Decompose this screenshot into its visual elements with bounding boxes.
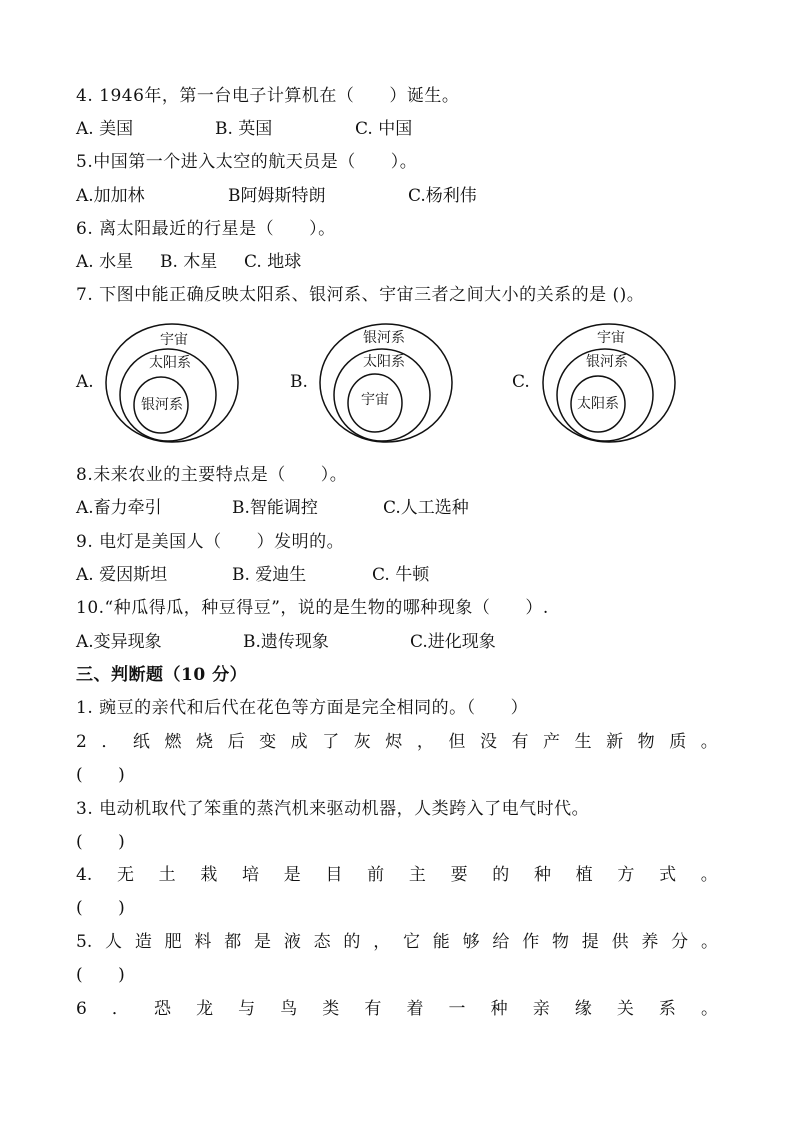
diagram-c-outer-label: 宇宙 [597, 330, 625, 346]
tf-item-4: 4. 无 土 栽 培 是 目 前 主 要 的 种 植 方 式 。 [76, 865, 718, 885]
question-5-stem: 5.中国第一个进入太空的航天员是（ ）。 [76, 152, 418, 172]
tf-item-1: 1. 豌豆的亲代和后代在花色等方面是完全相同的。（ ） [76, 698, 529, 718]
diagram-a-letter: A. [76, 372, 94, 392]
q5-option-a: A.加加林 [76, 186, 145, 206]
question-7-stem: 7. 下图中能正确反映太阳系、银河系、宇宙三者之间大小的关系的是 ()。 [76, 285, 645, 305]
diagram-c-inner-label: 太阳系 [577, 396, 619, 412]
tf-item-2-bracket: ( ) [76, 765, 126, 785]
q8-option-c: C.人工选种 [383, 498, 469, 518]
q6-option-b: B. 木星 [160, 252, 218, 272]
diagram-c-letter: C. [512, 372, 530, 392]
tf-item-3-bracket: ( ) [76, 832, 126, 852]
q9-option-c: C. 牛顿 [372, 565, 430, 585]
diagram-b-middle-label: 太阳系 [363, 354, 405, 370]
section-3-title: 三、判断题（10 分） [76, 665, 248, 685]
question-6-stem: 6. 离太阳最近的行星是（ ）。 [76, 219, 336, 239]
tf-item-3: 3. 电动机取代了笨重的蒸汽机来驱动机器，人类跨入了电气时代。 [76, 799, 590, 819]
q10-option-a: A.变异现象 [76, 632, 162, 652]
question-9-stem: 9. 电灯是美国人（ ）发明的。 [76, 532, 345, 552]
diagram-a-middle-label: 太阳系 [149, 355, 191, 371]
tf-item-5: 5. 人 造 肥 料 都 是 液 态 的 ， 它 能 够 给 作 物 提 供 养 分 。 [76, 932, 718, 952]
diagram-a [104, 322, 244, 446]
diagram-b [318, 322, 458, 446]
diagram-c [541, 322, 681, 446]
q4-option-a: A. 美国 [76, 119, 134, 139]
diagram-c-middle-label: 银河系 [586, 354, 628, 370]
question-10-stem: 10.“种瓜得瓜，种豆得豆”，说的是生物的哪种现象（ ）. [76, 598, 549, 618]
q9-option-b: B. 爱迪生 [232, 565, 307, 585]
q5-option-b: B阿姆斯特朗 [228, 186, 326, 206]
tf-item-4-bracket: ( ) [76, 898, 126, 918]
diagram-a-outer-label: 宇宙 [160, 332, 188, 348]
tf-item-5-bracket: ( ) [76, 965, 126, 985]
q6-option-c: C. 地球 [244, 252, 302, 272]
q5-option-c: C.杨利伟 [408, 186, 477, 206]
q8-option-a: A.畜力牵引 [76, 498, 162, 518]
diagram-b-inner-label: 宇宙 [361, 392, 389, 408]
q4-option-c: C. 中国 [355, 119, 413, 139]
q9-option-a: A. 爱因斯坦 [76, 565, 168, 585]
diagram-b-letter: B. [290, 372, 308, 392]
tf-item-2: 2 ． 纸 燃 烧 后 变 成 了 灰 烬 ， 但 没 有 产 生 新 物 质 。 [76, 732, 718, 752]
question-4-stem: 4. 1946年，第一台电子计算机在（ ）诞生。 [76, 86, 460, 106]
diagram-a-inner-label: 银河系 [141, 397, 183, 413]
q10-option-c: C.进化现象 [410, 632, 496, 652]
q10-option-b: B.遗传现象 [243, 632, 329, 652]
tf-item-6: 6 ． 恐 龙 与 鸟 类 有 着 一 种 亲 缘 关 系 。 [76, 999, 718, 1019]
q4-option-b: B. 英国 [215, 119, 273, 139]
diagram-b-outer-label: 银河系 [363, 330, 405, 346]
q8-option-b: B.智能调控 [232, 498, 318, 518]
question-8-stem: 8.未来农业的主要特点是（ ）。 [76, 465, 348, 485]
q6-option-a: A. 水星 [76, 252, 134, 272]
